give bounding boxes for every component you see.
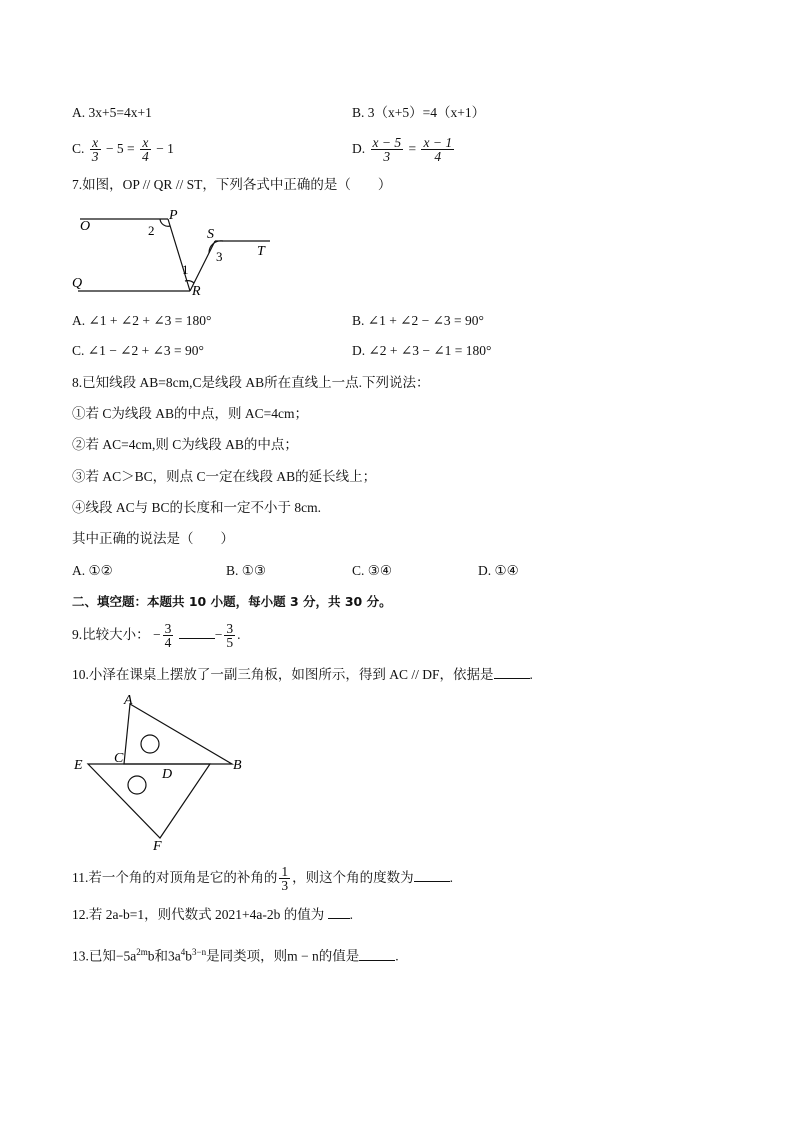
expr-text: − 5 =	[105, 141, 135, 156]
label-t: T	[257, 244, 265, 259]
q12-end: .	[349, 907, 353, 922]
q10-stem	[72, 666, 533, 683]
q8-option-a: A. ①②	[72, 563, 113, 578]
label-d: D	[162, 767, 173, 782]
answer-blank[interactable]	[359, 948, 395, 961]
q13-prefix: 13.已知−5a	[72, 948, 137, 964]
angle-1-label: 1	[182, 262, 189, 277]
q8-statement-3: ③若 AC＞BC，则点 C一定在线段 AB的延长线上；	[72, 469, 377, 484]
q8-statement-4: ④线段 AC与 BC的长度和一定不小于 8cm.	[72, 500, 322, 515]
q13-mid: b	[185, 948, 192, 964]
fraction: $\frac{1}{3}$	[281, 864, 289, 894]
q8-statement-2: ②若 AC=4cm,则 C为线段 AB的中点；	[72, 437, 298, 452]
q10-end: .	[529, 667, 533, 682]
q13	[72, 942, 399, 967]
section-heading: 二、填空题：本题共 10 小题，每小题 3 分，共 30 分。	[72, 594, 392, 609]
q9-prefix: 9.比较大小：	[72, 627, 150, 642]
label-r: R	[192, 284, 201, 299]
q8-statement-1: ①若 C为线段 AB的中点，则 AC=4cm；	[72, 406, 308, 421]
label-a: A	[124, 693, 133, 708]
fraction: $\frac{x - 1}{4}$	[423, 135, 453, 165]
label-p: P	[169, 208, 178, 223]
q13-end: .	[395, 948, 399, 964]
q6-option-a: A. 3x+5=4x+1	[72, 105, 152, 120]
label-o: O	[80, 219, 91, 234]
q8-option-b: B. ①③	[226, 563, 266, 578]
minus-sign: −	[214, 627, 223, 642]
fraction: $\frac{3}{5}$	[226, 621, 234, 651]
q13-mid: 是同类项，则m − n的值是	[206, 948, 360, 964]
label-b: B	[233, 758, 242, 773]
q6-option-b: B. 3（x+5）=4（x+1）	[352, 105, 486, 120]
q8-option-c: C. ③④	[352, 563, 392, 578]
angle-2-label: 2	[148, 223, 155, 238]
answer-blank[interactable]	[328, 906, 350, 919]
q7-option-b: B. ∠1 + ∠2 − ∠3 = 90°	[352, 313, 484, 328]
q6-option-d	[352, 134, 456, 164]
q12	[72, 906, 353, 923]
q11-prefix: 11.若一个角的对顶角是它的补角的	[72, 870, 278, 885]
q6-option-d-label: D.	[352, 141, 366, 156]
exponent: 2m	[136, 947, 148, 957]
minus-sign: −	[153, 627, 161, 642]
label-e: E	[74, 758, 83, 773]
q6-option-c-label: C.	[72, 141, 85, 156]
q8-option-d: D. ①④	[478, 563, 519, 578]
q11-end: .	[449, 870, 453, 885]
q6-option-c	[72, 134, 174, 164]
q8-ask: 其中正确的说法是（ ）	[72, 531, 234, 546]
answer-blank[interactable]	[414, 869, 450, 882]
q13-mid: b和3a	[147, 948, 181, 964]
q7-option-d: D. ∠2 + ∠3 − ∠1 = 180°	[352, 343, 492, 358]
label-q: Q	[72, 276, 83, 291]
label-s: S	[207, 227, 214, 242]
q10-text: 10.小泽在课桌上摆放了一副三角板，如图所示，得到 AC // DF，依据是	[72, 667, 494, 682]
q7-stem: 7.如图，OP // QR // ST，下列各式中正确的是（ ）	[72, 177, 392, 192]
fraction: $\frac{x}{4}$	[142, 135, 149, 165]
q9	[72, 620, 241, 650]
exponent: 4	[180, 947, 186, 957]
fraction: $\frac{3}{4}$	[164, 621, 172, 651]
q10-figure	[70, 690, 250, 852]
fraction: $\frac{x - 5}{3}$	[372, 135, 402, 165]
answer-blank[interactable]	[494, 666, 530, 679]
label-c: C	[114, 751, 124, 766]
expr-text: − 1	[156, 141, 174, 156]
q9-end: .	[237, 627, 241, 642]
q7-option-c: C. ∠1 − ∠2 + ∠3 = 90°	[72, 343, 204, 358]
q7-option-a: A. ∠1 + ∠2 + ∠3 = 180°	[72, 313, 212, 328]
q8-stem: 8.已知线段 AB=8cm,C是线段 AB所在直线上一点.下列说法：	[72, 375, 430, 390]
answer-blank[interactable]	[179, 626, 215, 639]
fraction: $\frac{x}{3}$	[91, 135, 99, 165]
exponent: 3−n	[192, 947, 207, 957]
angle-3-label: 3	[216, 249, 223, 264]
label-f: F	[153, 839, 162, 852]
q12-text: 12.若 2a-b=1，则代数式 2021+4a-2b 的值为	[72, 907, 325, 922]
expr-text: =	[408, 141, 417, 156]
q11	[72, 862, 453, 894]
q11-suffix: ，则这个角的度数为	[292, 870, 414, 885]
q7-figure	[70, 203, 280, 303]
